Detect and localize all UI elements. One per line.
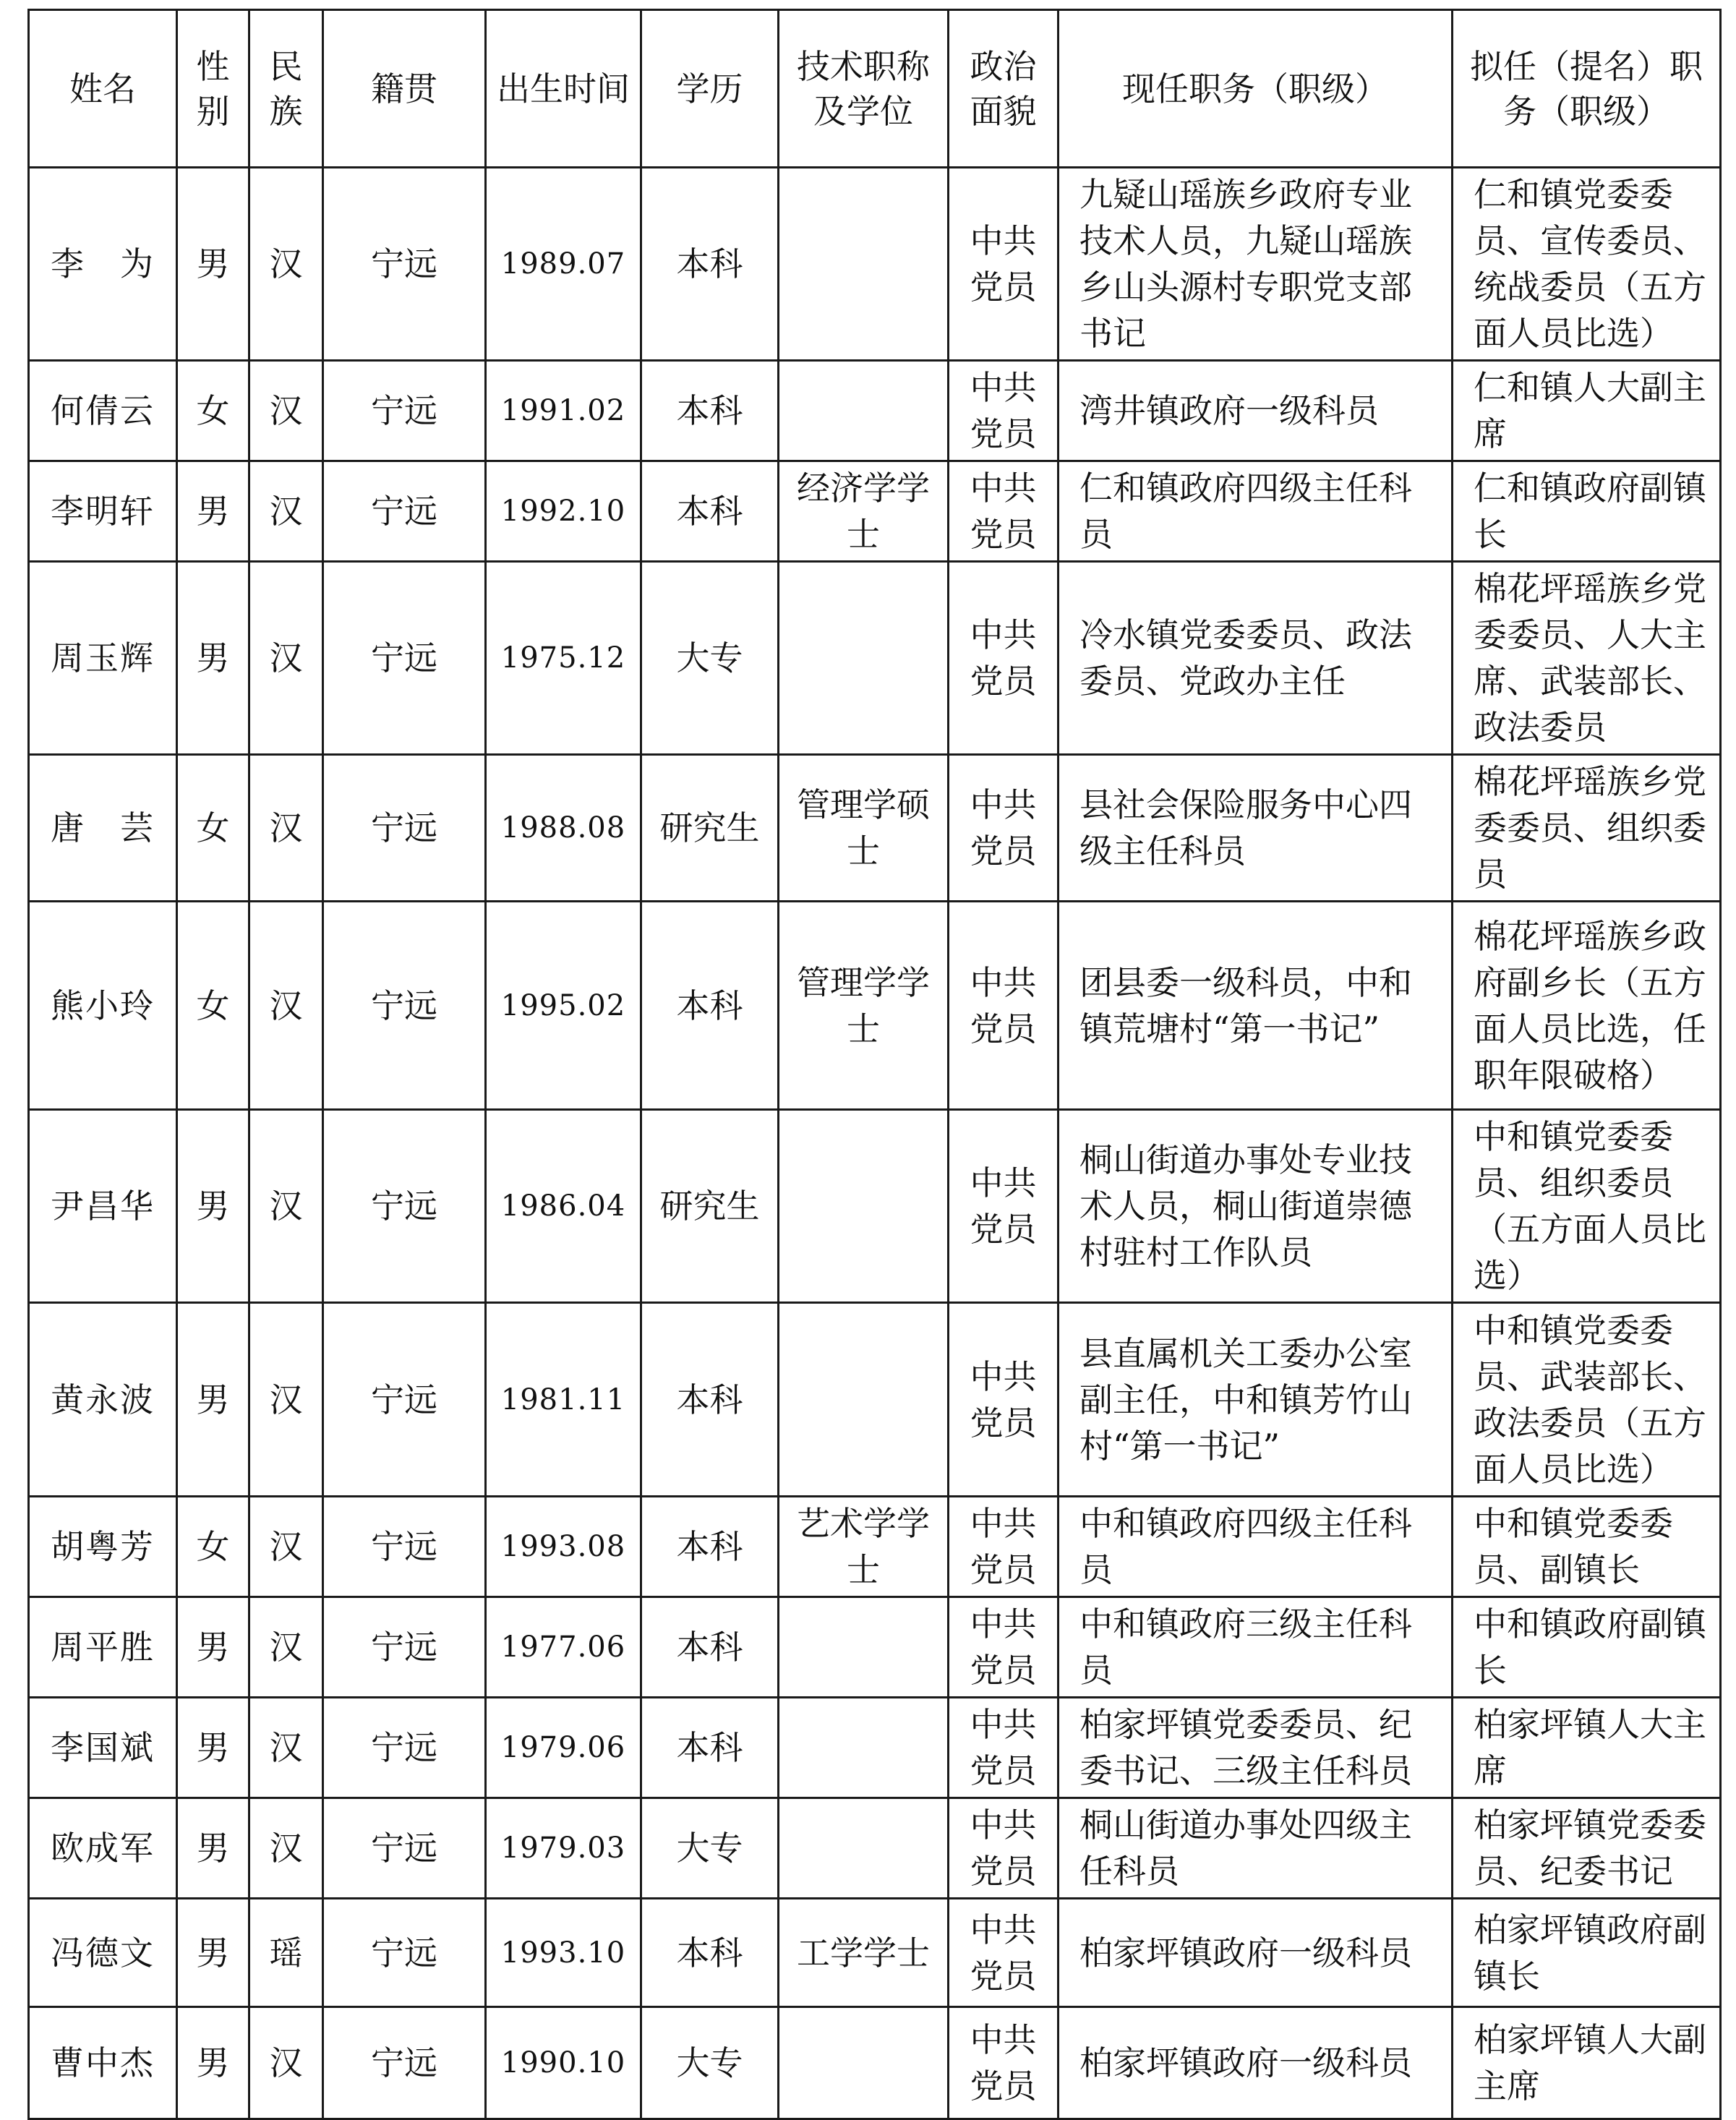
title-degree-cell: 艺术学学士 bbox=[779, 1497, 949, 1597]
proposed-post-cell: 棉花坪瑶族乡党委委员、组织委员 bbox=[1453, 755, 1721, 902]
gender-cell: 男 bbox=[177, 1798, 249, 1899]
title-degree-cell bbox=[779, 1303, 949, 1497]
origin-cell: 宁远 bbox=[323, 562, 486, 755]
origin-cell: 宁远 bbox=[323, 1597, 486, 1698]
education-cell: 本科 bbox=[641, 1303, 779, 1497]
education-cell: 本科 bbox=[641, 1698, 779, 1798]
ethnicity-cell: 汉 bbox=[249, 461, 323, 562]
proposed-post-cell: 柏家坪镇政府副镇长 bbox=[1453, 1899, 1721, 2007]
gender-cell: 男 bbox=[177, 1303, 249, 1497]
proposed-post-cell: 仁和镇党委委员、宣传委员、统战委员（五方面人员比选） bbox=[1453, 168, 1721, 361]
current-post-cell: 柏家坪镇政府一级科员 bbox=[1059, 2007, 1453, 2119]
current-post-cell: 中和镇政府三级主任科员 bbox=[1059, 1597, 1453, 1698]
personnel-table-page bbox=[27, 9, 1719, 2106]
name-cell: 黄永波 bbox=[29, 1303, 177, 1497]
gender-cell: 女 bbox=[177, 1497, 249, 1597]
name-cell: 周玉辉 bbox=[29, 562, 177, 755]
birth-cell: 1981.11 bbox=[486, 1303, 641, 1497]
birth-cell: 1989.07 bbox=[486, 168, 641, 361]
political-cell: 中共党员 bbox=[949, 1597, 1059, 1698]
birth-cell: 1995.02 bbox=[486, 902, 641, 1110]
political-cell: 中共党员 bbox=[949, 1110, 1059, 1303]
title-degree-cell bbox=[779, 1698, 949, 1798]
current-post-cell: 九疑山瑶族乡政府专业技术人员，九疑山瑶族乡山头源村专职党支部书记 bbox=[1059, 168, 1453, 361]
education-cell: 本科 bbox=[641, 461, 779, 562]
birth-cell: 1991.02 bbox=[486, 361, 641, 461]
birth-cell: 1993.10 bbox=[486, 1899, 641, 2007]
header-current-post: 现任职务（职级） bbox=[1059, 10, 1453, 168]
table-row bbox=[29, 461, 1721, 562]
table-row bbox=[29, 1303, 1721, 1497]
title-degree-cell: 管理学学士 bbox=[779, 902, 949, 1110]
origin-cell: 宁远 bbox=[323, 168, 486, 361]
current-post-cell: 县直属机关工委办公室副主任，中和镇芳竹山村“第一书记” bbox=[1059, 1303, 1453, 1497]
education-cell: 本科 bbox=[641, 168, 779, 361]
proposed-post-cell: 中和镇政府副镇长 bbox=[1453, 1597, 1721, 1698]
name-cell: 周平胜 bbox=[29, 1597, 177, 1698]
table-row bbox=[29, 1597, 1721, 1698]
gender-cell: 男 bbox=[177, 562, 249, 755]
gender-cell: 男 bbox=[177, 1597, 249, 1698]
origin-cell: 宁远 bbox=[323, 1698, 486, 1798]
table-row bbox=[29, 755, 1721, 902]
education-cell: 本科 bbox=[641, 902, 779, 1110]
current-post-cell: 冷水镇党委委员、政法委员、党政办主任 bbox=[1059, 562, 1453, 755]
education-cell: 研究生 bbox=[641, 1110, 779, 1303]
table-row bbox=[29, 562, 1721, 755]
name-cell: 李国斌 bbox=[29, 1698, 177, 1798]
education-cell: 本科 bbox=[641, 361, 779, 461]
title-degree-cell bbox=[779, 168, 949, 361]
origin-cell: 宁远 bbox=[323, 2007, 486, 2119]
origin-cell: 宁远 bbox=[323, 1110, 486, 1303]
current-post-cell: 柏家坪镇党委委员、纪委书记、三级主任科员 bbox=[1059, 1698, 1453, 1798]
gender-cell: 女 bbox=[177, 755, 249, 902]
gender-cell: 男 bbox=[177, 1899, 249, 2007]
proposed-post-cell: 仁和镇政府副镇长 bbox=[1453, 461, 1721, 562]
current-post-cell: 县社会保险服务中心四级主任科员 bbox=[1059, 755, 1453, 902]
proposed-post-cell: 仁和镇人大副主席 bbox=[1453, 361, 1721, 461]
name-cell: 何倩云 bbox=[29, 361, 177, 461]
proposed-post-cell: 柏家坪镇人大主席 bbox=[1453, 1698, 1721, 1798]
table-row bbox=[29, 902, 1721, 1110]
proposed-post-cell: 棉花坪瑶族乡政府副乡长（五方面人员比选，任职年限破格） bbox=[1453, 902, 1721, 1110]
table-row bbox=[29, 1698, 1721, 1798]
ethnicity-cell: 汉 bbox=[249, 1110, 323, 1303]
proposed-post-cell: 柏家坪镇人大副主席 bbox=[1453, 2007, 1721, 2119]
political-cell: 中共党员 bbox=[949, 2007, 1059, 2119]
political-cell: 中共党员 bbox=[949, 562, 1059, 755]
current-post-cell: 湾井镇政府一级科员 bbox=[1059, 361, 1453, 461]
ethnicity-cell: 汉 bbox=[249, 168, 323, 361]
education-cell: 本科 bbox=[641, 1899, 779, 2007]
proposed-post-cell: 棉花坪瑶族乡党委委员、人大主席、武装部长、政法委员 bbox=[1453, 562, 1721, 755]
current-post-cell: 柏家坪镇政府一级科员 bbox=[1059, 1899, 1453, 2007]
origin-cell: 宁远 bbox=[323, 1798, 486, 1899]
birth-cell: 1992.10 bbox=[486, 461, 641, 562]
table-row bbox=[29, 1497, 1721, 1597]
table-body bbox=[29, 168, 1721, 2119]
birth-cell: 1990.10 bbox=[486, 2007, 641, 2119]
birth-cell: 1977.06 bbox=[486, 1597, 641, 1698]
political-cell: 中共党员 bbox=[949, 755, 1059, 902]
origin-cell: 宁远 bbox=[323, 902, 486, 1110]
ethnicity-cell: 汉 bbox=[249, 1497, 323, 1597]
origin-cell: 宁远 bbox=[323, 361, 486, 461]
name-cell: 熊小玲 bbox=[29, 902, 177, 1110]
political-cell: 中共党员 bbox=[949, 461, 1059, 562]
proposed-post-cell: 中和镇党委委员、武装部长、政法委员（五方面人员比选） bbox=[1453, 1303, 1721, 1497]
header-ethnicity: 民族 bbox=[249, 10, 323, 168]
current-post-cell: 桐山街道办事处四级主任科员 bbox=[1059, 1798, 1453, 1899]
birth-cell: 1986.04 bbox=[486, 1110, 641, 1303]
table-row bbox=[29, 168, 1721, 361]
education-cell: 大专 bbox=[641, 1798, 779, 1899]
ethnicity-cell: 汉 bbox=[249, 2007, 323, 2119]
name-cell: 李 为 bbox=[29, 168, 177, 361]
gender-cell: 男 bbox=[177, 461, 249, 562]
political-cell: 中共党员 bbox=[949, 1698, 1059, 1798]
name-cell: 曹中杰 bbox=[29, 2007, 177, 2119]
gender-cell: 男 bbox=[177, 1110, 249, 1303]
header-proposed-post: 拟任（提名）职务（职级） bbox=[1453, 10, 1721, 168]
current-post-cell: 中和镇政府四级主任科员 bbox=[1059, 1497, 1453, 1597]
header-name: 姓名 bbox=[29, 10, 177, 168]
origin-cell: 宁远 bbox=[323, 1303, 486, 1497]
name-cell: 唐 芸 bbox=[29, 755, 177, 902]
proposed-post-cell: 中和镇党委委员、组织委员（五方面人员比选） bbox=[1453, 1110, 1721, 1303]
title-degree-cell: 经济学学士 bbox=[779, 461, 949, 562]
ethnicity-cell: 汉 bbox=[249, 562, 323, 755]
political-cell: 中共党员 bbox=[949, 1798, 1059, 1899]
current-post-cell: 仁和镇政府四级主任科员 bbox=[1059, 461, 1453, 562]
table-row bbox=[29, 1110, 1721, 1303]
political-cell: 中共党员 bbox=[949, 168, 1059, 361]
title-degree-cell bbox=[779, 1597, 949, 1698]
proposed-post-cell: 柏家坪镇党委委员、纪委书记 bbox=[1453, 1798, 1721, 1899]
education-cell: 本科 bbox=[641, 1597, 779, 1698]
table-row bbox=[29, 1798, 1721, 1899]
ethnicity-cell: 汉 bbox=[249, 755, 323, 902]
birth-cell: 1979.03 bbox=[486, 1798, 641, 1899]
political-cell: 中共党员 bbox=[949, 1899, 1059, 2007]
header-title-degree: 技术职称及学位 bbox=[779, 10, 949, 168]
origin-cell: 宁远 bbox=[323, 1497, 486, 1597]
name-cell: 欧成军 bbox=[29, 1798, 177, 1899]
header-political: 政治面貌 bbox=[949, 10, 1059, 168]
origin-cell: 宁远 bbox=[323, 755, 486, 902]
header-education: 学历 bbox=[641, 10, 779, 168]
education-cell: 本科 bbox=[641, 1497, 779, 1597]
name-cell: 冯德文 bbox=[29, 1899, 177, 2007]
education-cell: 大专 bbox=[641, 562, 779, 755]
political-cell: 中共党员 bbox=[949, 361, 1059, 461]
origin-cell: 宁远 bbox=[323, 461, 486, 562]
current-post-cell: 桐山街道办事处专业技术人员，桐山街道崇德村驻村工作队员 bbox=[1059, 1110, 1453, 1303]
birth-cell: 1993.08 bbox=[486, 1497, 641, 1597]
table-row bbox=[29, 2007, 1721, 2119]
title-degree-cell: 工学学士 bbox=[779, 1899, 949, 2007]
title-degree-cell: 管理学硕士 bbox=[779, 755, 949, 902]
header-origin: 籍贯 bbox=[323, 10, 486, 168]
birth-cell: 1975.12 bbox=[486, 562, 641, 755]
education-cell: 大专 bbox=[641, 2007, 779, 2119]
ethnicity-cell: 汉 bbox=[249, 902, 323, 1110]
ethnicity-cell: 汉 bbox=[249, 361, 323, 461]
title-degree-cell bbox=[779, 1110, 949, 1303]
current-post-cell: 团县委一级科员，中和镇荒塘村“第一书记” bbox=[1059, 902, 1453, 1110]
origin-cell: 宁远 bbox=[323, 1899, 486, 2007]
header-row bbox=[29, 10, 1721, 168]
ethnicity-cell: 汉 bbox=[249, 1798, 323, 1899]
name-cell: 胡粤芳 bbox=[29, 1497, 177, 1597]
name-cell: 李明轩 bbox=[29, 461, 177, 562]
ethnicity-cell: 汉 bbox=[249, 1597, 323, 1698]
birth-cell: 1979.06 bbox=[486, 1698, 641, 1798]
birth-cell: 1988.08 bbox=[486, 755, 641, 902]
political-cell: 中共党员 bbox=[949, 1303, 1059, 1497]
gender-cell: 女 bbox=[177, 361, 249, 461]
political-cell: 中共党员 bbox=[949, 1497, 1059, 1597]
header-birth: 出生时间 bbox=[486, 10, 641, 168]
table-row bbox=[29, 361, 1721, 461]
title-degree-cell bbox=[779, 2007, 949, 2119]
ethnicity-cell: 瑶 bbox=[249, 1899, 323, 2007]
title-degree-cell bbox=[779, 1798, 949, 1899]
gender-cell: 男 bbox=[177, 2007, 249, 2119]
gender-cell: 男 bbox=[177, 168, 249, 361]
gender-cell: 男 bbox=[177, 1698, 249, 1798]
header-gender: 性别 bbox=[177, 10, 249, 168]
proposed-post-cell: 中和镇党委委员、副镇长 bbox=[1453, 1497, 1721, 1597]
personnel-table bbox=[27, 9, 1722, 2120]
name-cell: 尹昌华 bbox=[29, 1110, 177, 1303]
ethnicity-cell: 汉 bbox=[249, 1698, 323, 1798]
gender-cell: 女 bbox=[177, 902, 249, 1110]
ethnicity-cell: 汉 bbox=[249, 1303, 323, 1497]
title-degree-cell bbox=[779, 361, 949, 461]
education-cell: 研究生 bbox=[641, 755, 779, 902]
table-row bbox=[29, 1899, 1721, 2007]
title-degree-cell bbox=[779, 562, 949, 755]
political-cell: 中共党员 bbox=[949, 902, 1059, 1110]
